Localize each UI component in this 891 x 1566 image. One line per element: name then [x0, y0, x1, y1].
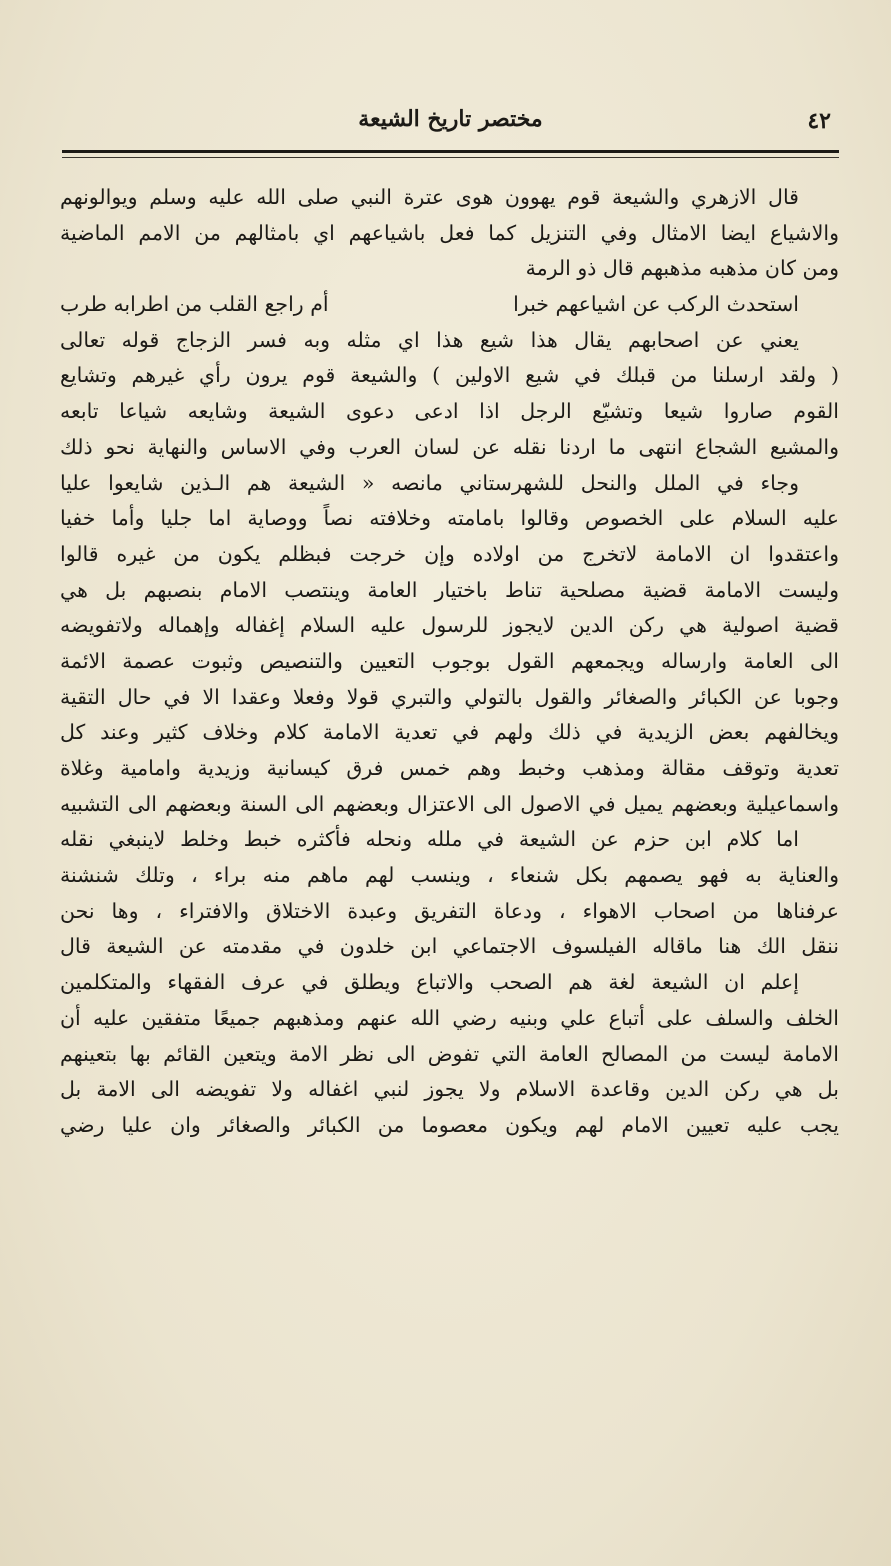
poetry-verse [60, 287, 839, 323]
text-line: يجب عليه تعيين الامام لهم ويكون معصوما من الكبائر والصغائر وان عليا رضي [60, 1112, 839, 1137]
text-line: يعني عن اصحابهم يقال هذا شيع هذا اي مثله وبه فسر الزجاج قوله تعالى [60, 327, 799, 352]
running-title: مختصر تاريخ الشيعة [358, 106, 543, 132]
text-line: الى العامة وارساله ويجمعهم القول بوجوب التعيين والتنصيص وثبوت عصمة الائمة [60, 648, 839, 673]
text-line: واسماعيلية وبعضهم يميل في الاصول الى الاعتزال وبعضهم الى السنة وبعضهم الى التشبيه [60, 791, 839, 816]
text-line: إعلم ان الشيعة لغة هم الصحب والاتباع ويطلق في عرف الفقهاء والمتكلمين [60, 970, 799, 995]
text-line: والمشيع الشجاع انتهى ما اردنا نقله عن لسان العرب وفي الاساس والنهاية نحو ذلك [60, 434, 839, 459]
text-line: ويخالفهم بعض الزيدية في ذلك ولهم في تعدية الامامة كلام وخلاف كثير وعند كل [60, 720, 839, 745]
text-line: والاشياع ايضا الامثال وفي التنزيل كما فعل باشياعهم اي بامثالهم من الامم الماضية [60, 220, 839, 245]
text-line: بل هي ركن الدين وقاعدة الاسلام ولا يجوز لنبي اغفاله ولا تفويضه الى الامة بل [60, 1077, 839, 1102]
text-line: وليست الامامة قضية مصلحية تناط باختيار العامة وينتصب الامام بنصبهم بل هي [60, 577, 839, 602]
text-line: وجاء في الملل والنحل للشهرستاني مانصه « الشيعة هم الـذين شايعوا عليا [60, 470, 799, 495]
body-text [60, 180, 839, 1144]
page-number: ٤٢ [807, 108, 831, 134]
text-line: قال الازهري والشيعة قوم يهوون هوى عترة النبي صلى الله عليه وسلم ويوالونهم [60, 185, 799, 209]
text-line: القوم صاروا شيعا وتشيّع الرجل اذا ادعى دعوى الشيعة وشايعه شياعا تابعه [60, 399, 839, 424]
text-line: ننقل الك هنا ماقاله الفيلسوف الاجتماعي ابن خلدون في مقدمته عن الشيعة قال [60, 934, 839, 959]
text-line: واعتقدوا ان الامامة لاتخرج من اولاده وإن خرجت فبظلم يكون من غيره قالوا [60, 541, 839, 566]
text-line: قضية اصولية هي ركن الدين لايجوز للرسول عليه السلام إغفاله وإهماله ولاتفويضه [60, 613, 839, 638]
text-line: تعدية وتوقف مقالة ومذهب وخبط وهم خمس فرق كيسانية وزيدية وامامية وغلاة [60, 756, 839, 780]
text-line: الخلف والسلف على أتباع علي وبنيه رضي الله عنهم ومذهبهم جميعًا متفقين عليه أن [60, 1005, 839, 1030]
page-header [62, 100, 839, 150]
text-line: اما كلام ابن حزم عن الشيعة في ملله ونحله فأكثره خبط وخلط لاينبغي نقله [60, 827, 799, 852]
text-line: الامامة ليست من المصالح العامة التي تفوض الى نظر الامة ويتعين القائم بها بتعينهم [60, 1041, 839, 1066]
header-rule [62, 150, 839, 153]
verse-second-hemistich: أم راجع القلب من اطرابه طرب [60, 292, 329, 317]
text-line: وجوبا عن الكبائر والصغائر والقول بالتولي والتبري قولا وفعلا وعقدا الا في حال التقية [60, 684, 839, 709]
text-line: ومن كان مذهبه مذهبهم قال ذو الرمة [525, 256, 839, 281]
text-line: ( ولقد ارسلنا من قبلك في شيع الاولين ) والشيعة قوم يرون رأي غيرهم وتشايع [60, 363, 839, 388]
text-line: عليه السلام على الخصوص وقالوا بامامته وخلافته نصاً ووصاية اما جليا وأما خفيا [60, 506, 839, 531]
text-line: والعناية به فهو يصمهم بكل شنعاء ، وينسب لهم ماهم منه براء ، وتلك شنشنة [60, 863, 839, 888]
text-line: عرفناها من اصحاب الاهواء ، ودعاة التفريق وعبدة الاختلاق والافتراء ، وها نحن [60, 898, 839, 923]
verse-first-hemistich: استحدث الركب عن اشياعهم خبرا [513, 292, 799, 317]
header-rule-thin [62, 157, 839, 158]
